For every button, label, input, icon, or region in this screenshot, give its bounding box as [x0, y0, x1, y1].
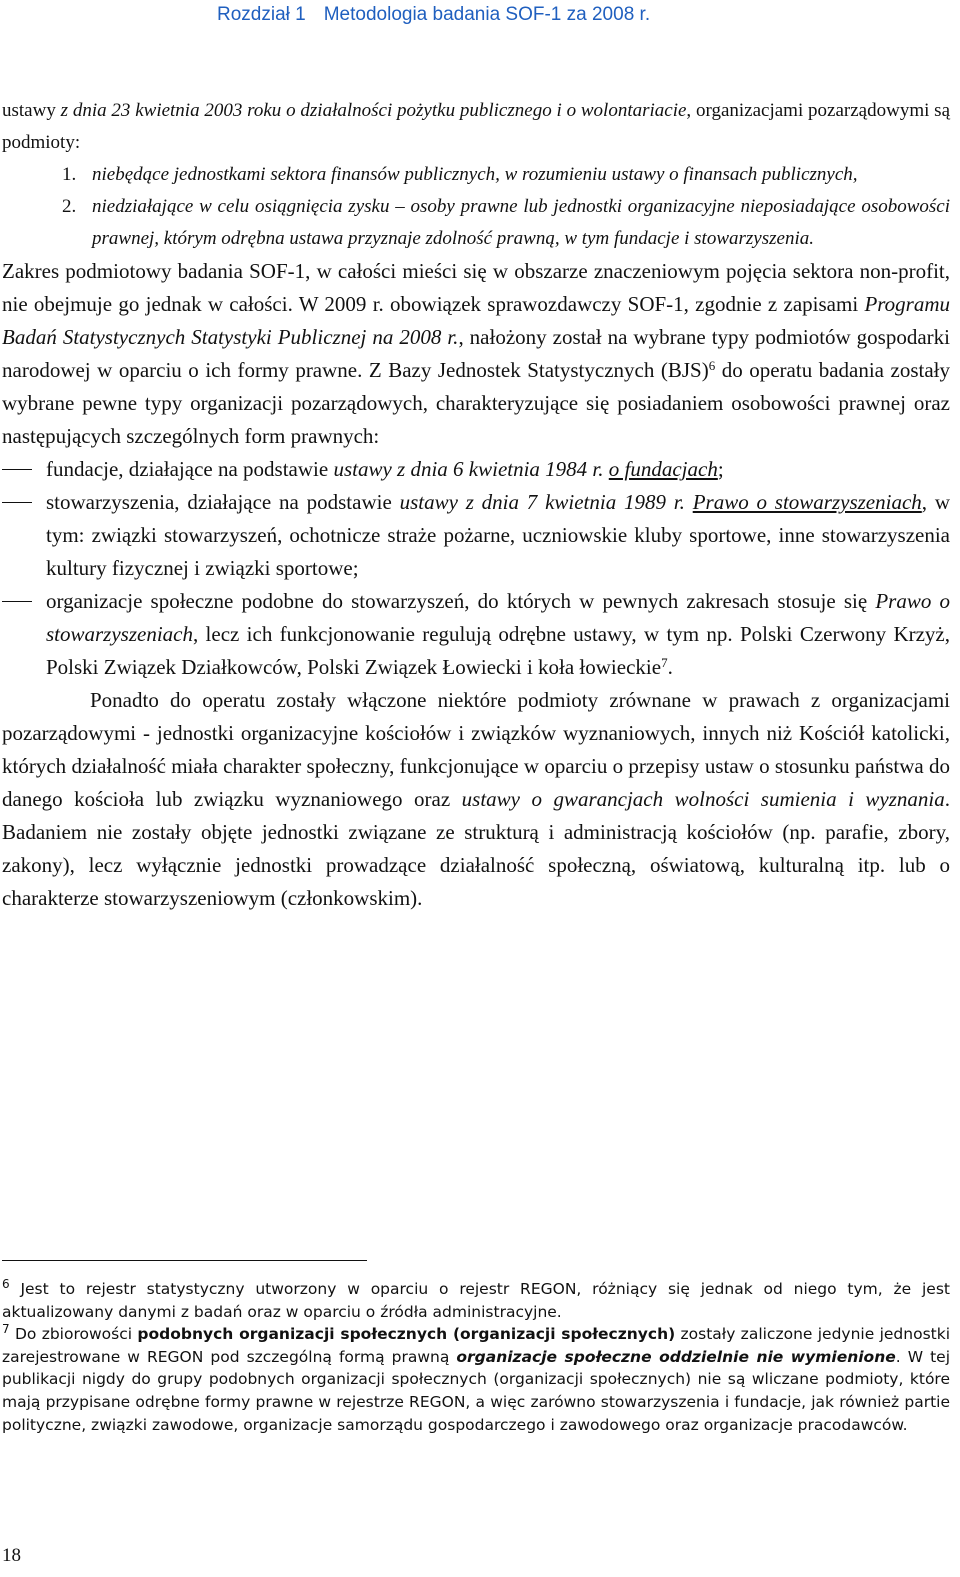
page-number: 18 — [2, 1545, 21, 1566]
list-number: 1. — [62, 164, 77, 185]
list-item — [2, 585, 950, 684]
law-reference: z dnia 23 kwietnia 2003 roku o działalności pożytku publicznego i o wolontariacie — [60, 100, 687, 121]
lead-word: ustawy — [2, 100, 56, 121]
program-title-r: r. — [441, 325, 459, 349]
footnote-text: . W tej publikacji nigdy do grupy podobnych organizacji społecznych (organizacji społecznych) nie są wliczane podmioty, które mają przypisane odrębne formy prawne w rejestrze REGON, a więc zarówno stowarzyszenia i fundacje, jak również partie polityczne, związki zawodowe, organizacje samorządu gospodarczego i zawodowego oraz organizacje pracodawców. — [2, 1347, 950, 1434]
footnote-ref-7: 7 — [661, 655, 668, 670]
list-item — [2, 486, 950, 585]
dash-bullet — [2, 469, 32, 470]
list-item — [2, 159, 950, 191]
footnote-marker: 6 — [2, 1277, 10, 1291]
law-reference: ustawy z dnia 7 kwietnia 1989 r. — [399, 490, 685, 514]
legal-forms-list — [2, 453, 950, 684]
footnote-6 — [2, 1278, 950, 1323]
footnote-text: Jest to rejestr statystyczny utworzony w oparciu o rejestr REGON, różniący się jednak od niego tym, że jest aktualizowany danymi z badań oraz w oparciu o źródła administracyjne. — [2, 1280, 950, 1321]
footnote-marker: 7 — [2, 1322, 10, 1337]
list-item — [2, 453, 950, 486]
lead-paragraph — [2, 95, 950, 159]
chapter-title: Metodologia badania SOF-1 za 2008 r. — [323, 4, 651, 25]
paragraph-scope — [2, 255, 950, 453]
subject-list — [2, 159, 950, 255]
text-run: fundacje, działające na podstawie — [46, 457, 334, 481]
law-title: Prawo o stowarzyszeniach — [692, 490, 922, 514]
dash-bullet — [2, 601, 32, 602]
chapter-label: Rozdział 1 — [217, 4, 306, 25]
text-run: , w tym: związki stowarzyszeń, ochotnicze straże pożarne, uczniowskie kluby sportowe, inne stowarzyszenia kultury fizycznej i związki sportowe; — [46, 490, 951, 580]
list-number: 2. — [62, 196, 77, 217]
footnote-text: zostały zaliczone jedynie jednostki zarejestrowane w REGON pod szczególną formą prawną — [2, 1325, 951, 1366]
law-reference: ustawy z dnia 6 kwietnia 1984 r. — [333, 457, 604, 481]
page-body — [2, 95, 950, 915]
text-run: Zakres podmiotowy badania SOF-1, w całości mieści się w obszarze znaczeniowym pojęcia sektora non-profit, nie obejmuje go jednak w całości. W 2009 r. obowiązek sprawozdawczy SOF-1, zgodnie z zapisami — [2, 259, 950, 316]
law-reference: ustawy o gwarancjach wolności sumienia i wyznania — [461, 787, 945, 811]
law-title: o fundacjach — [608, 457, 718, 481]
text-run: Ponadto do operatu zostały włączone niektóre podmioty zrównane w prawach z organizacjami pozarządowymi - jednostki organizacyjne kościołów i związków wyznaniowych, innych niż Kościół katolicki, których działalność miała charakter społeczny, funkcjonujące w oparciu o przepisy ustaw o stosunku państwa do danego kościoła lub związku wyznaniowego oraz — [2, 688, 950, 811]
text-run: , nałożony został na wybrane typy podmiotów gospodarki narodowej w oparciu o ich formy prawne. Z Bazy Jednostek Statystycznych (BJS) — [2, 325, 950, 382]
program-title: Programu Badań Statystycznych Statystyki Publicznej na 2008 — [2, 292, 950, 349]
text-run: ; — [717, 457, 724, 481]
footnote-7 — [2, 1323, 950, 1436]
list-text: niebędące jednostkami sektora finansów publicznych, w rozumieniu ustawy o finansach publicznych, — [92, 164, 858, 185]
text-run: do operatu badania zostały wybrane pewne typy organizacji pozarządowych, charakteryzujące się posiadaniem osobowości prawnej oraz następujących szczególnych form prawnych: — [2, 358, 950, 448]
footnote-text: Do zbiorowości — [9, 1325, 138, 1344]
running-header — [217, 4, 650, 26]
footnotes — [2, 1278, 950, 1436]
footnote-separator — [2, 1260, 367, 1261]
text-run: . Badaniem nie zostały objęte jednostki związane ze strukturą i administracją kościołów (np. parafie, zbory, zakony), lecz wyłącznie jednostki prowadzące działalność społeczną, oświatową, kulturalną itp. lub o charakterze stowarzyszeniowym (członkowskim). — [2, 787, 950, 910]
footnote-emphasis: organizacje społeczne oddzielnie nie wymienione — [456, 1347, 896, 1366]
dash-bullet — [2, 502, 32, 503]
footnote-ref-6: 6 — [708, 358, 716, 373]
paragraph-churches — [2, 684, 950, 915]
law-reference: Prawo o stowarzyszeniach — [46, 589, 950, 646]
footnote-emphasis: podobnych organizacji społecznych (organizacji społecznych) — [137, 1325, 676, 1344]
text-run: stowarzyszenia, działające na podstawie — [46, 490, 400, 514]
list-text: niedziałające w celu osiągnięcia zysku – osoby prawne lub jednostki organizacyjne nieposiadające osobowości prawnej, którym odrębna ustawa przyznaje zdolność prawną, w tym fundacje i stowarzyszenia. — [92, 196, 950, 249]
text-run: . — [667, 655, 673, 679]
text-run: , lecz ich funkcjonowanie regulują odrębne ustawy, w tym np. Polski Czerwony Krzyż, Polski Związek Działkowców, Polski Związek Łowiecki i koła łowieckie — [46, 622, 950, 679]
list-item — [2, 191, 950, 255]
text-run: organizacje społeczne podobne do stowarzyszeń, do których w pewnych zakresach stosuje się — [46, 589, 876, 613]
lead-tail: , organizacjami pozarządowymi są podmioty: — [2, 100, 950, 153]
